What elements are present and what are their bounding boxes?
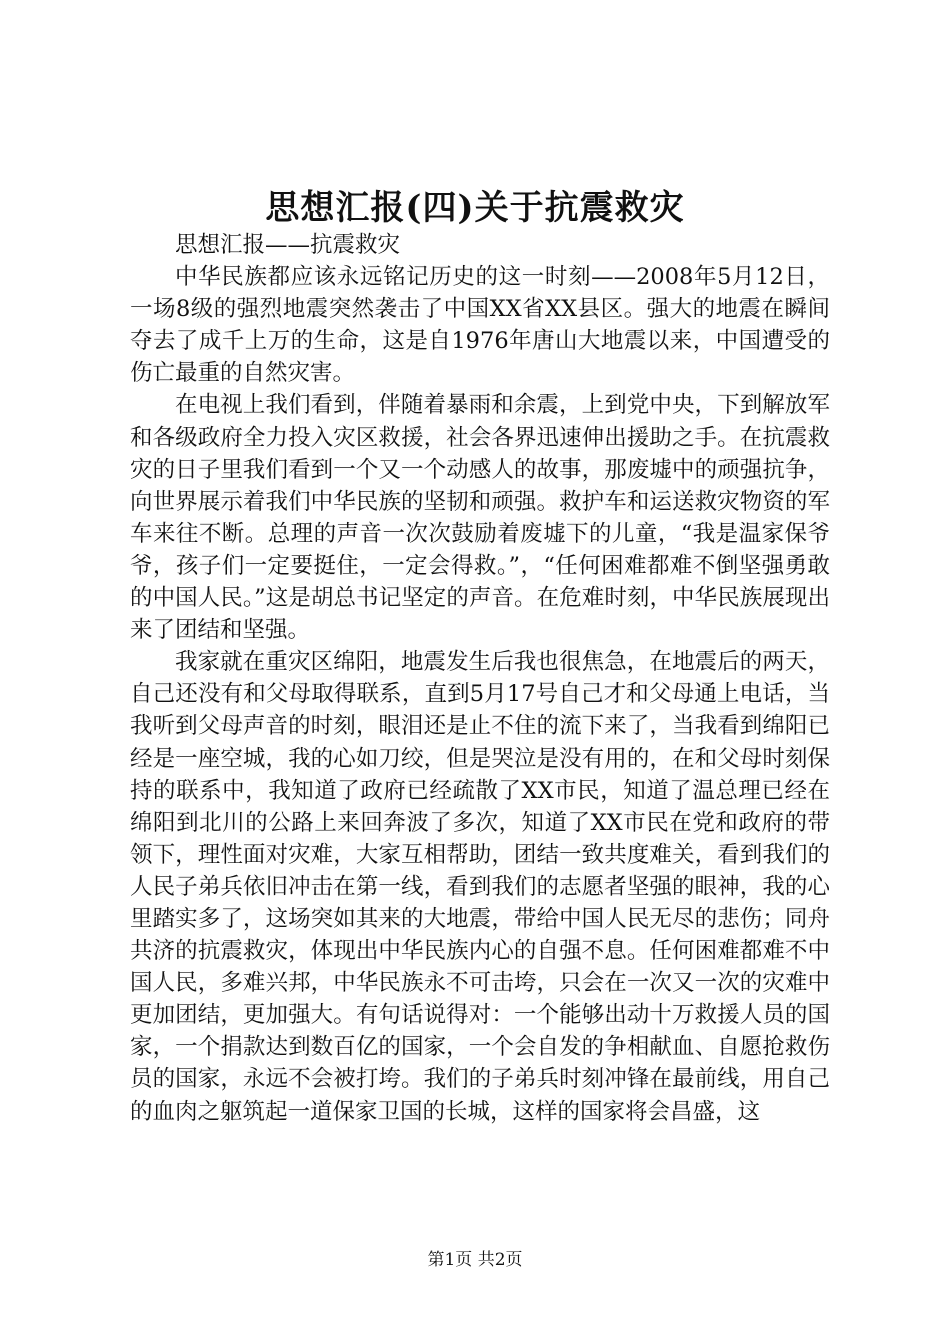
page-footer: 第1页 共2页 [427, 1250, 523, 1270]
document-title: 思想汇报(四)关于抗震救灾 [265, 188, 685, 228]
document-body [130, 229, 830, 1128]
paragraph-3: 我家就在重灾区绵阳，地震发生后我也很焦急，在地震后的两天，自己还没有和父母取得联系，直到5月17号自己才和父母通上电话，当我听到父母声音的时刻，眼泪还是止不住的流下来了，当我看到绵阳已经是一座空城，我的心如刀绞，但是哭泣是没有用的，在和父母时刻保持的联系中，我知道了政府已经疏散了XX市民，知道了温总理已经在绵阳到北川的公路上来回奔波了多次，知道了XX市民在党和政府的带领下，理性面对灾难，大家互相帮助，团结一致共度难关，看到我们的人民子弟兵依旧冲击在第一线，看到我们的志愿者坚强的眼神，我的心里踏实多了，这场突如其来的大地震，带给中国人民无尽的悲伤；同舟共济的抗震救灾，体现出中华民族内心的自强不息。任何困难都难不中国人民，多难兴邦，中华民族永不可击垮，只会在一次又一次的灾难中更加团结，更加强大。有句话说得对：一个能够出动十万救援人员的国家，一个捐款达到数百亿的国家，一个会自发的争相献血、自愿抢救伤员的国家，永远不会被打垮。我们的子弟兵时刻冲锋在最前线，用自己的血肉之躯筑起一道保家卫国的长城，这样的国家将会昌盛，这 [130, 649, 830, 1125]
paragraph-2: 在电视上我们看到，伴随着暴雨和余震，上到党中央，下到解放军和各级政府全力投入灾区救援，社会各界迅速伸出援助之手。在抗震救灾的日子里我们看到一个又一个动感人的故事，那废墟中的顽强抗争，向世界展示着我们中华民族的坚韧和顽强。救护车和运送救灾物资的军车来往不断。总理的声音一次次鼓励着废墟下的儿童，“我是温家保爷爷，孩子们一定要挺住，一定会得救。”，“任何困难都难不倒坚强勇敢的中国人民。”这是胡总书记坚定的声音。在危难时刻，中华民族展现出来了团结和坚强。 [130, 392, 830, 644]
paragraph-subtitle: 思想汇报——抗震救灾 [175, 232, 401, 258]
paragraph-1: 中华民族都应该永远铭记历史的这一时刻——2008年5月12日，一场8级的强烈地震突然袭击了中国XX省XX县区。强大的地震在瞬间夺去了成千上万的生命，这是自1976年唐山大地震以来，中国遭受的伤亡最重的自然灾害。 [130, 264, 830, 387]
